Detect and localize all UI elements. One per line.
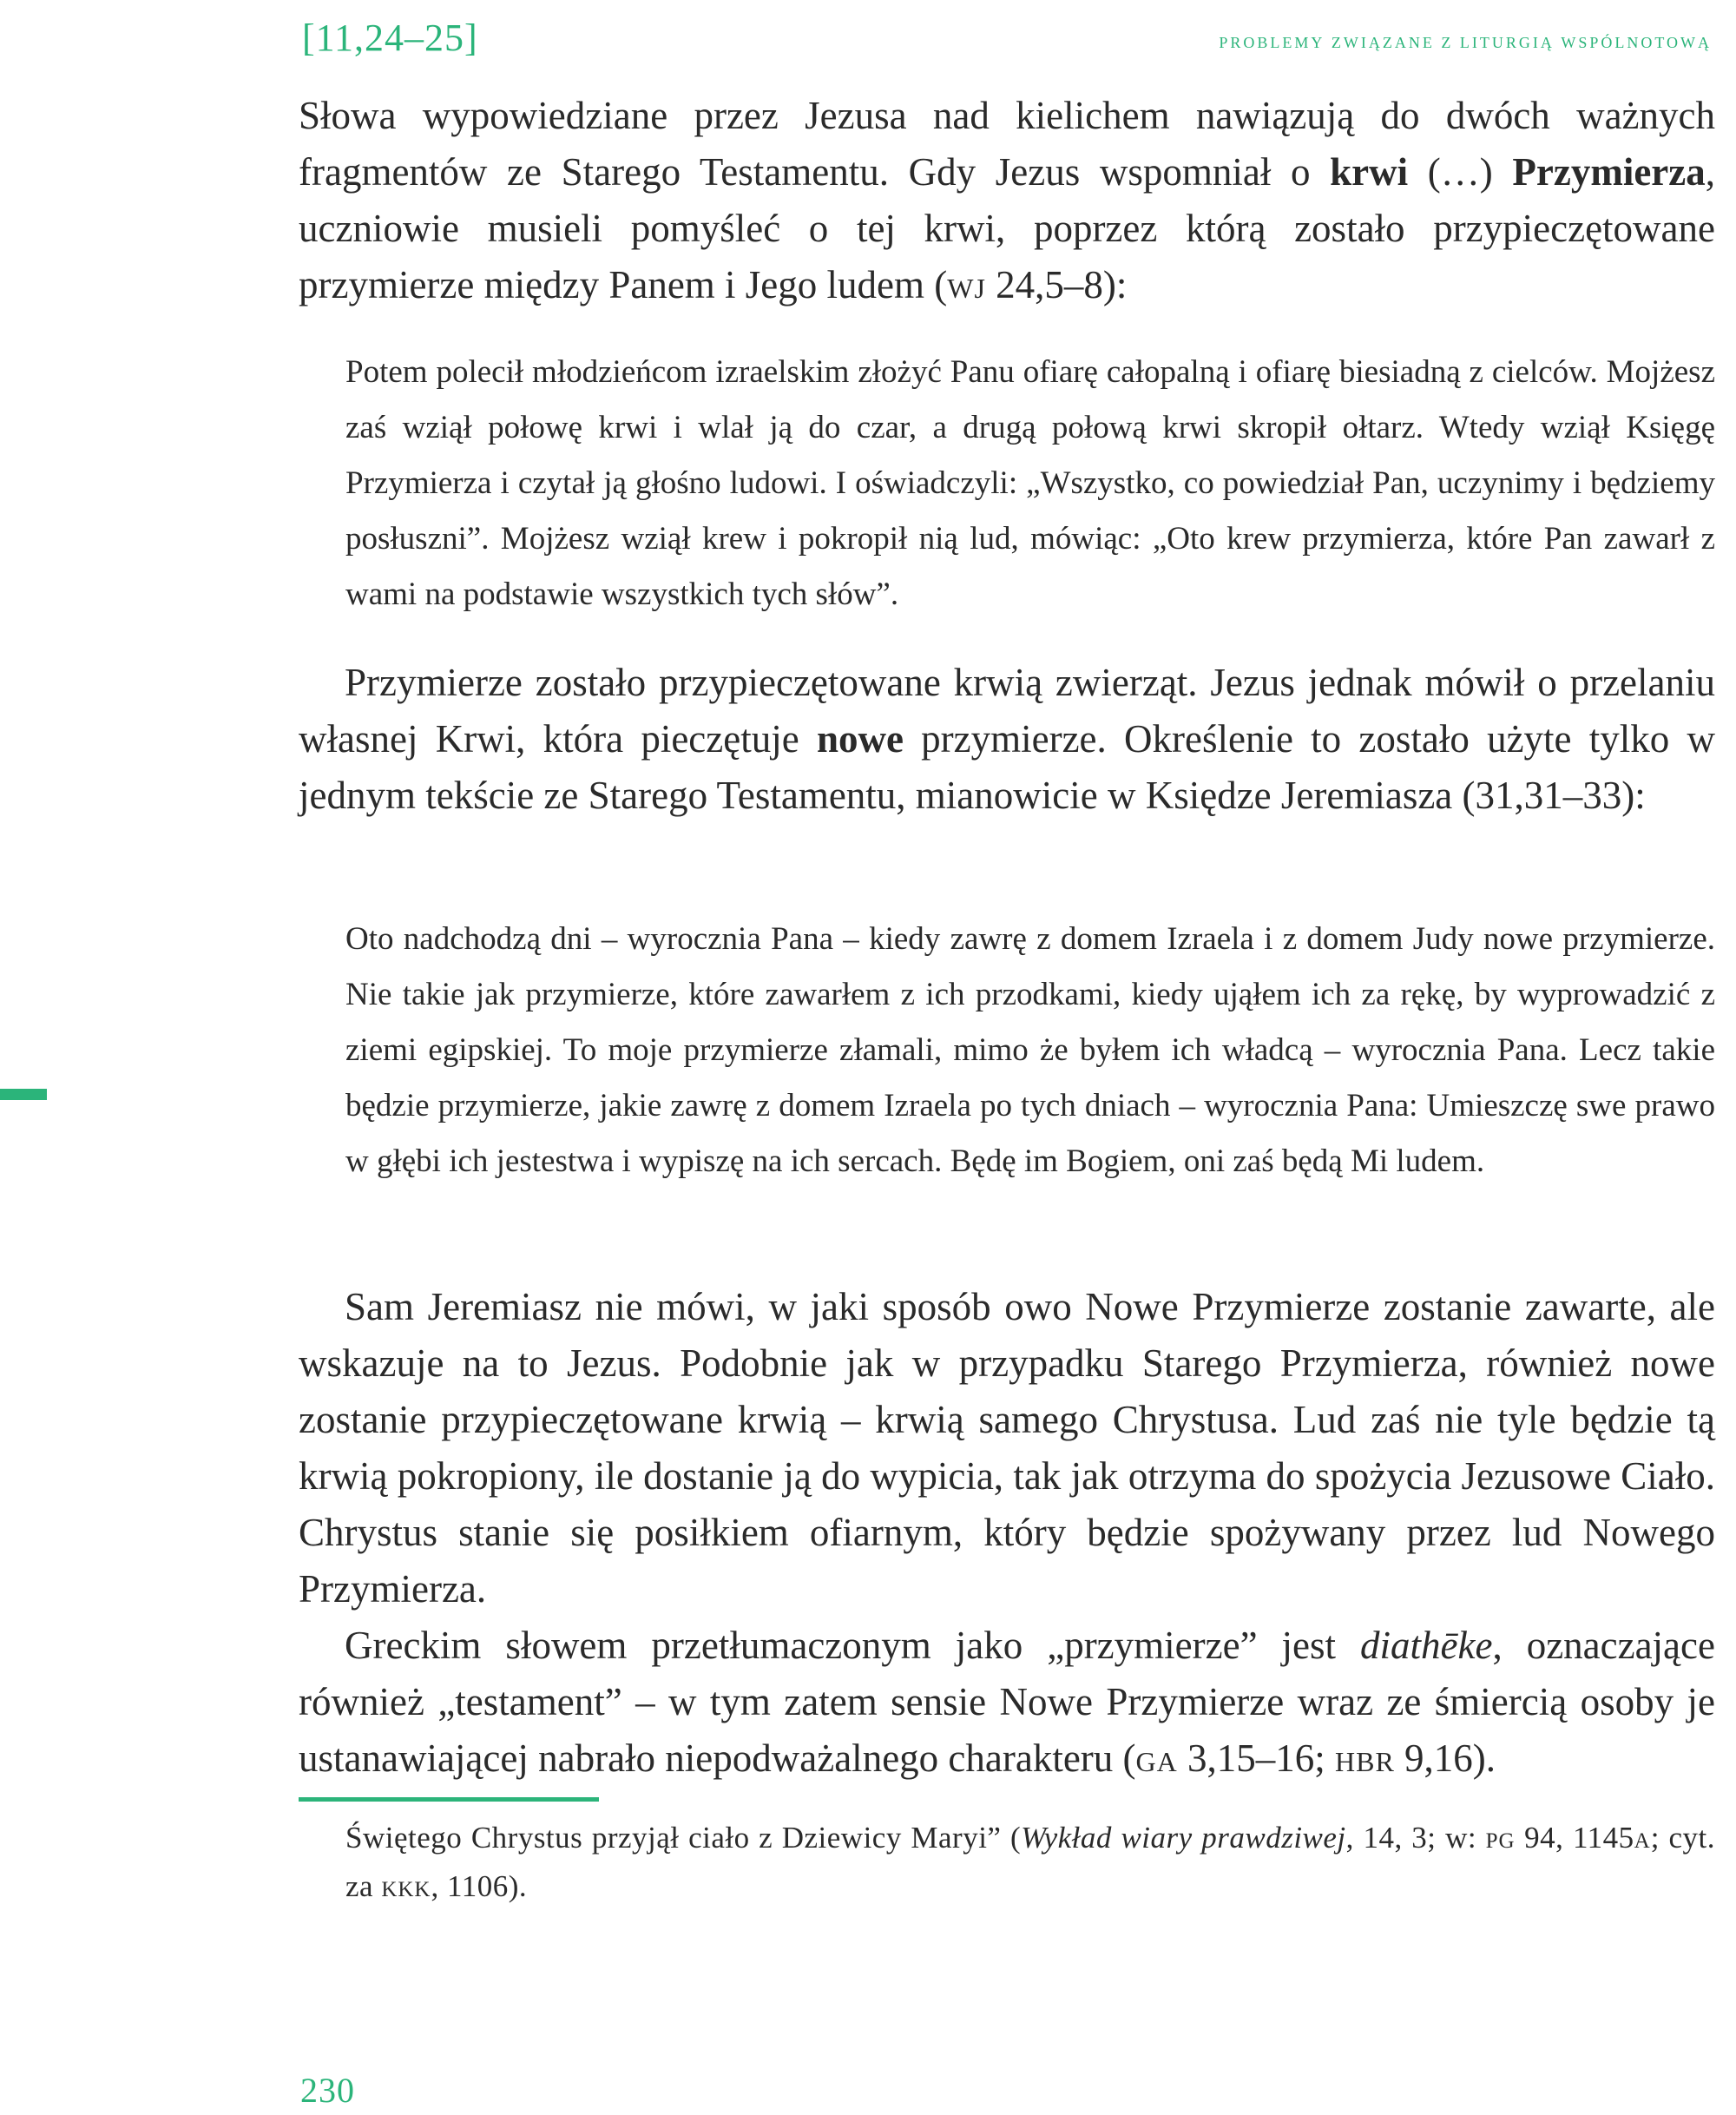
- italic-term-diatheke: diathēke: [1360, 1624, 1493, 1667]
- paragraph-2: Przymierze zostało przypieczętowane krwią zwierząt. Jezus jednak mówił o przelaniu własnej Krwi, która pieczętuje nowe przymierze. Określenie to zostało użyte tylko w jednym tekście ze Starego Testamentu, mianowicie w Księdze Jeremiasza (31,31–33):: [299, 661, 1715, 817]
- footnote-rule: [299, 1797, 599, 1802]
- bold-term-krwi: krwi: [1330, 150, 1409, 194]
- footnote: Świętego Chrystus przyjął ciało z Dziewicy Maryi” (Wykład wiary prawdziwej, 14, 3; w: PG 94, 1145A; cyt. za KKK, 1106).: [345, 1821, 1716, 1903]
- scripture-ref-hbr: Hbr: [1335, 1736, 1395, 1780]
- paragraph-3: Sam Jeremiasz nie mówi, w jaki sposób owo Nowe Przymierze zostanie zawarte, ale wskazuje na to Jezus. Podobnie jak w przypadku Starego Przymierza, również nowe zostanie przypieczętowane krwią – krwią samego Chrystusa. Lud zaś nie tyle będzie tą krwią pokropiony, ile dostanie ją do wypicia, tak jak otrzyma do spożycia Jezusowe Ciało. Chrystus stanie się posiłkiem ofiarnym, który będzie spożywany przez lud Nowego Przymierza.: [299, 1285, 1715, 1611]
- quote-block-1: Potem polecił młodzieńcom izraelskim złożyć Panu ofiarę całopalną i ofiarę biesiadną z cielców. Mojżesz zaś wziął połowę krwi i wlał ją do czar, a drugą połową krwi skropił ołtarz. Wtedy wziął Księgę Przymierza i czytał ją głośno ludowi. I oświadczyli: „Wszystko, co powiedział Pan, uczynimy i będziemy posłuszni”. Mojżesz wziął krew i pokropił nią lud, mówiąc: „Oto krew przymierza, które Pan zawarł z wami na podstawie wszystkich tych słów”.: [345, 354, 1715, 612]
- bold-term-nowe: nowe: [816, 717, 904, 761]
- bold-term-przymierza: Przymierza: [1512, 150, 1706, 194]
- scripture-ref-ga: Ga: [1135, 1736, 1178, 1780]
- quote-block-2: Oto nadchodzą dni – wyrocznia Pana – kiedy zawrę z domem Izraela i z domem Judy nowe przymierze. Nie takie jak przymierze, które zawarłem z ich przodkami, kiedy ująłem ich za rękę, by wyprowadzić z ziemi egipskiej. To moje przymierze złamali, mimo że byłem ich władcą – wyrocznia Pana. Lecz takie będzie przymierze, jakie zawrę z domem Izraela po tych dniach – wyrocznia Pana: Umieszczę swe prawo w głębi ich jestestwa i wypiszę na ich sercach. Będę im Bogiem, oni zaś będą Mi ludem.: [345, 921, 1715, 1179]
- paragraph-4: Greckim słowem przetłumaczonym jako „przymierze” jest diathēke, oznaczające również „testament” – w tym zatem sensie Nowe Przymierze wraz ze śmiercią osoby je ustanawiającej nabrało niepodważalnego charakteru (Ga 3,15–16; Hbr 9,16).: [299, 1624, 1715, 1780]
- paragraph-1: Słowa wypowiedziane przez Jezusa nad kielichem nawiązują do dwóch ważnych fragmentów ze Starego Testamentu. Gdy Jezus wspomniał o krwi (…) Przymierza, uczniowie musieli pomyśleć o tej krwi, poprzez którą zostało przypieczętowane przymierze między Panem i Jego ludem (Wj 24,5–8):: [299, 94, 1715, 306]
- footnote-title: Wykład wiary prawdziwej: [1021, 1821, 1346, 1855]
- chapter-reference: [11,24–25]: [302, 16, 478, 59]
- margin-marker: [0, 1089, 47, 1100]
- running-header-title: problemy związane z liturgią wspólnotową: [1219, 28, 1712, 53]
- page-number: 230: [300, 2071, 355, 2110]
- scripture-ref: Wj: [947, 263, 986, 306]
